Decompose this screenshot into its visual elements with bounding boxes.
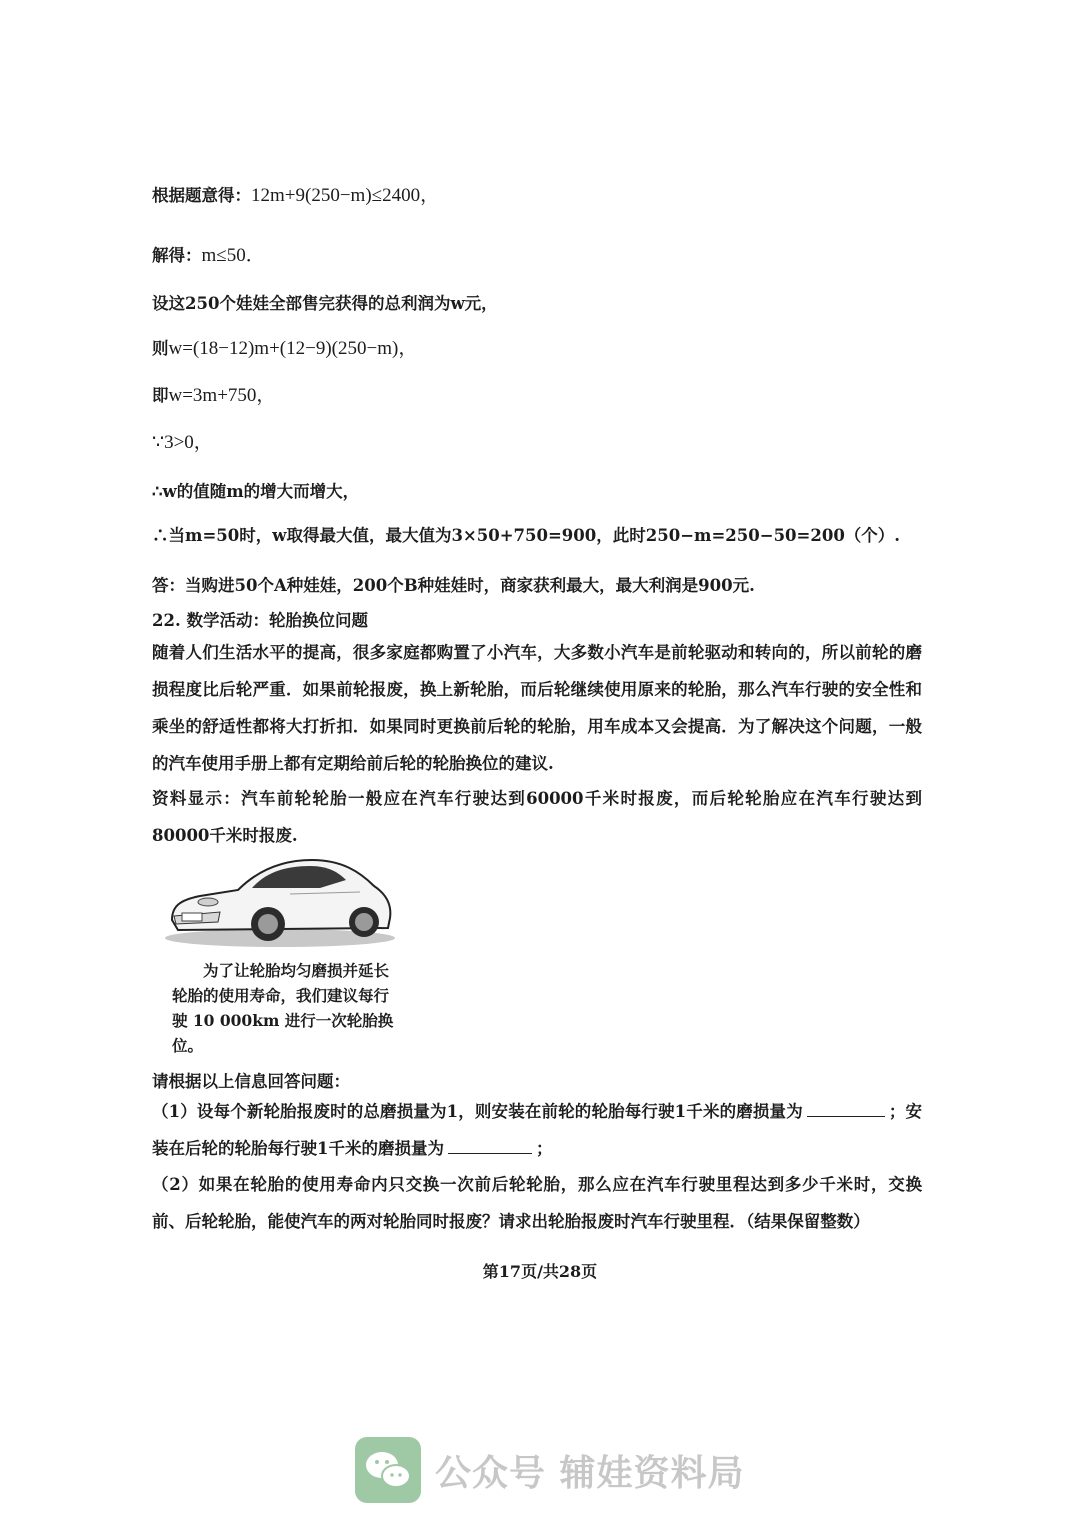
profit-formula: w=(18−12)m+(12−9)(250−m)， [168, 338, 418, 359]
answer-blank-rear[interactable] [448, 1137, 532, 1154]
result: m≤50． [201, 245, 265, 266]
car-caption: 为了让轮胎均匀磨损并延长轮胎的使用寿命，我们建议每行驶 10 000km 进行一次轮胎换位。 [172, 961, 394, 1055]
wechat-icon [355, 1437, 421, 1503]
watermark-text: 公众号 辅娃资料局 [435, 1452, 745, 1494]
data-paragraph: 资料显示：汽车前轮轮胎一般应在汽车行驶达到60000千米时报废，而后轮轮胎应在汽车行驶达到80000千米时报废. [152, 789, 922, 845]
answer-blank-front[interactable] [807, 1100, 885, 1117]
solution-line-4 [152, 333, 922, 360]
watermark [355, 1437, 745, 1503]
question-1 [152, 1093, 922, 1167]
line-label: 则 [152, 339, 169, 358]
solution-line-7: ∴w的值随m的增大而增大， [152, 482, 360, 501]
question-2: （2）如果在轮胎的使用寿命内只交换一次前后轮轮胎，那么应在汽车行驶里程达到多少千米时，交换前、后轮轮胎，能使汽车的两对轮胎同时报废？请求出轮胎报废时汽车行驶里程．（结果保留整数） [152, 1175, 922, 1231]
question-intro: 随着人们生活水平的提高，很多家庭都购置了小汽车，大多数小汽车是前轮驱动和转向的，所以前轮的磨损程度比后轮严重．如果前轮报废，换上新轮胎，而后轮继续使用原来的轮胎，那么汽车行驶的安全性和乘坐的舒适性都将大打折扣．如果同时更换前后轮的轮胎，用车成本又会提高．为了解决这个问题，一般的汽车使用手册上都有定期给前后轮的轮胎换位的建议. [152, 643, 922, 773]
question-heading: 22. 数学活动：轮胎换位问题 [152, 611, 368, 630]
solution-line-5 [152, 380, 922, 407]
q1-text-a: （1）设每个新轮胎报废时的总磨损量为1，则安装在前轮的轮胎每行驶1千米的磨损量为 [152, 1102, 803, 1121]
solution-line-1 [152, 180, 922, 207]
line-label: 即 [152, 386, 169, 405]
line-label: 解得： [152, 246, 202, 265]
answer-line: 答：当购进50个A种娃娃，200个B种娃娃时，商家获利最大，最大利润是900元. [152, 576, 755, 595]
solution-line-3: 设这250个娃娃全部售完获得的总利润为w元， [152, 294, 498, 313]
solution-line-8: ∴当m=50时，w取得最大值，最大值为3×50+750=900，此时250−m=250−50=200（个）. [152, 526, 901, 545]
solution-line-2 [152, 240, 922, 267]
q1-text-c: ； [535, 1139, 553, 1158]
inequality: 12m+9(250−m)≤2400， [251, 185, 440, 206]
page-number: 第17页/共28页 [482, 1262, 598, 1281]
car-image [160, 850, 400, 950]
prompt-line: 请根据以上信息回答问题： [152, 1072, 350, 1091]
simplified-formula: w=3m+750， [168, 385, 276, 406]
line-label: 根据题意得： [152, 186, 251, 205]
solution-line-6: ∵3>0， [152, 432, 213, 453]
q1-text-b: ；安装在后轮的轮胎每行驶1千米的磨损量为 [152, 1102, 922, 1158]
